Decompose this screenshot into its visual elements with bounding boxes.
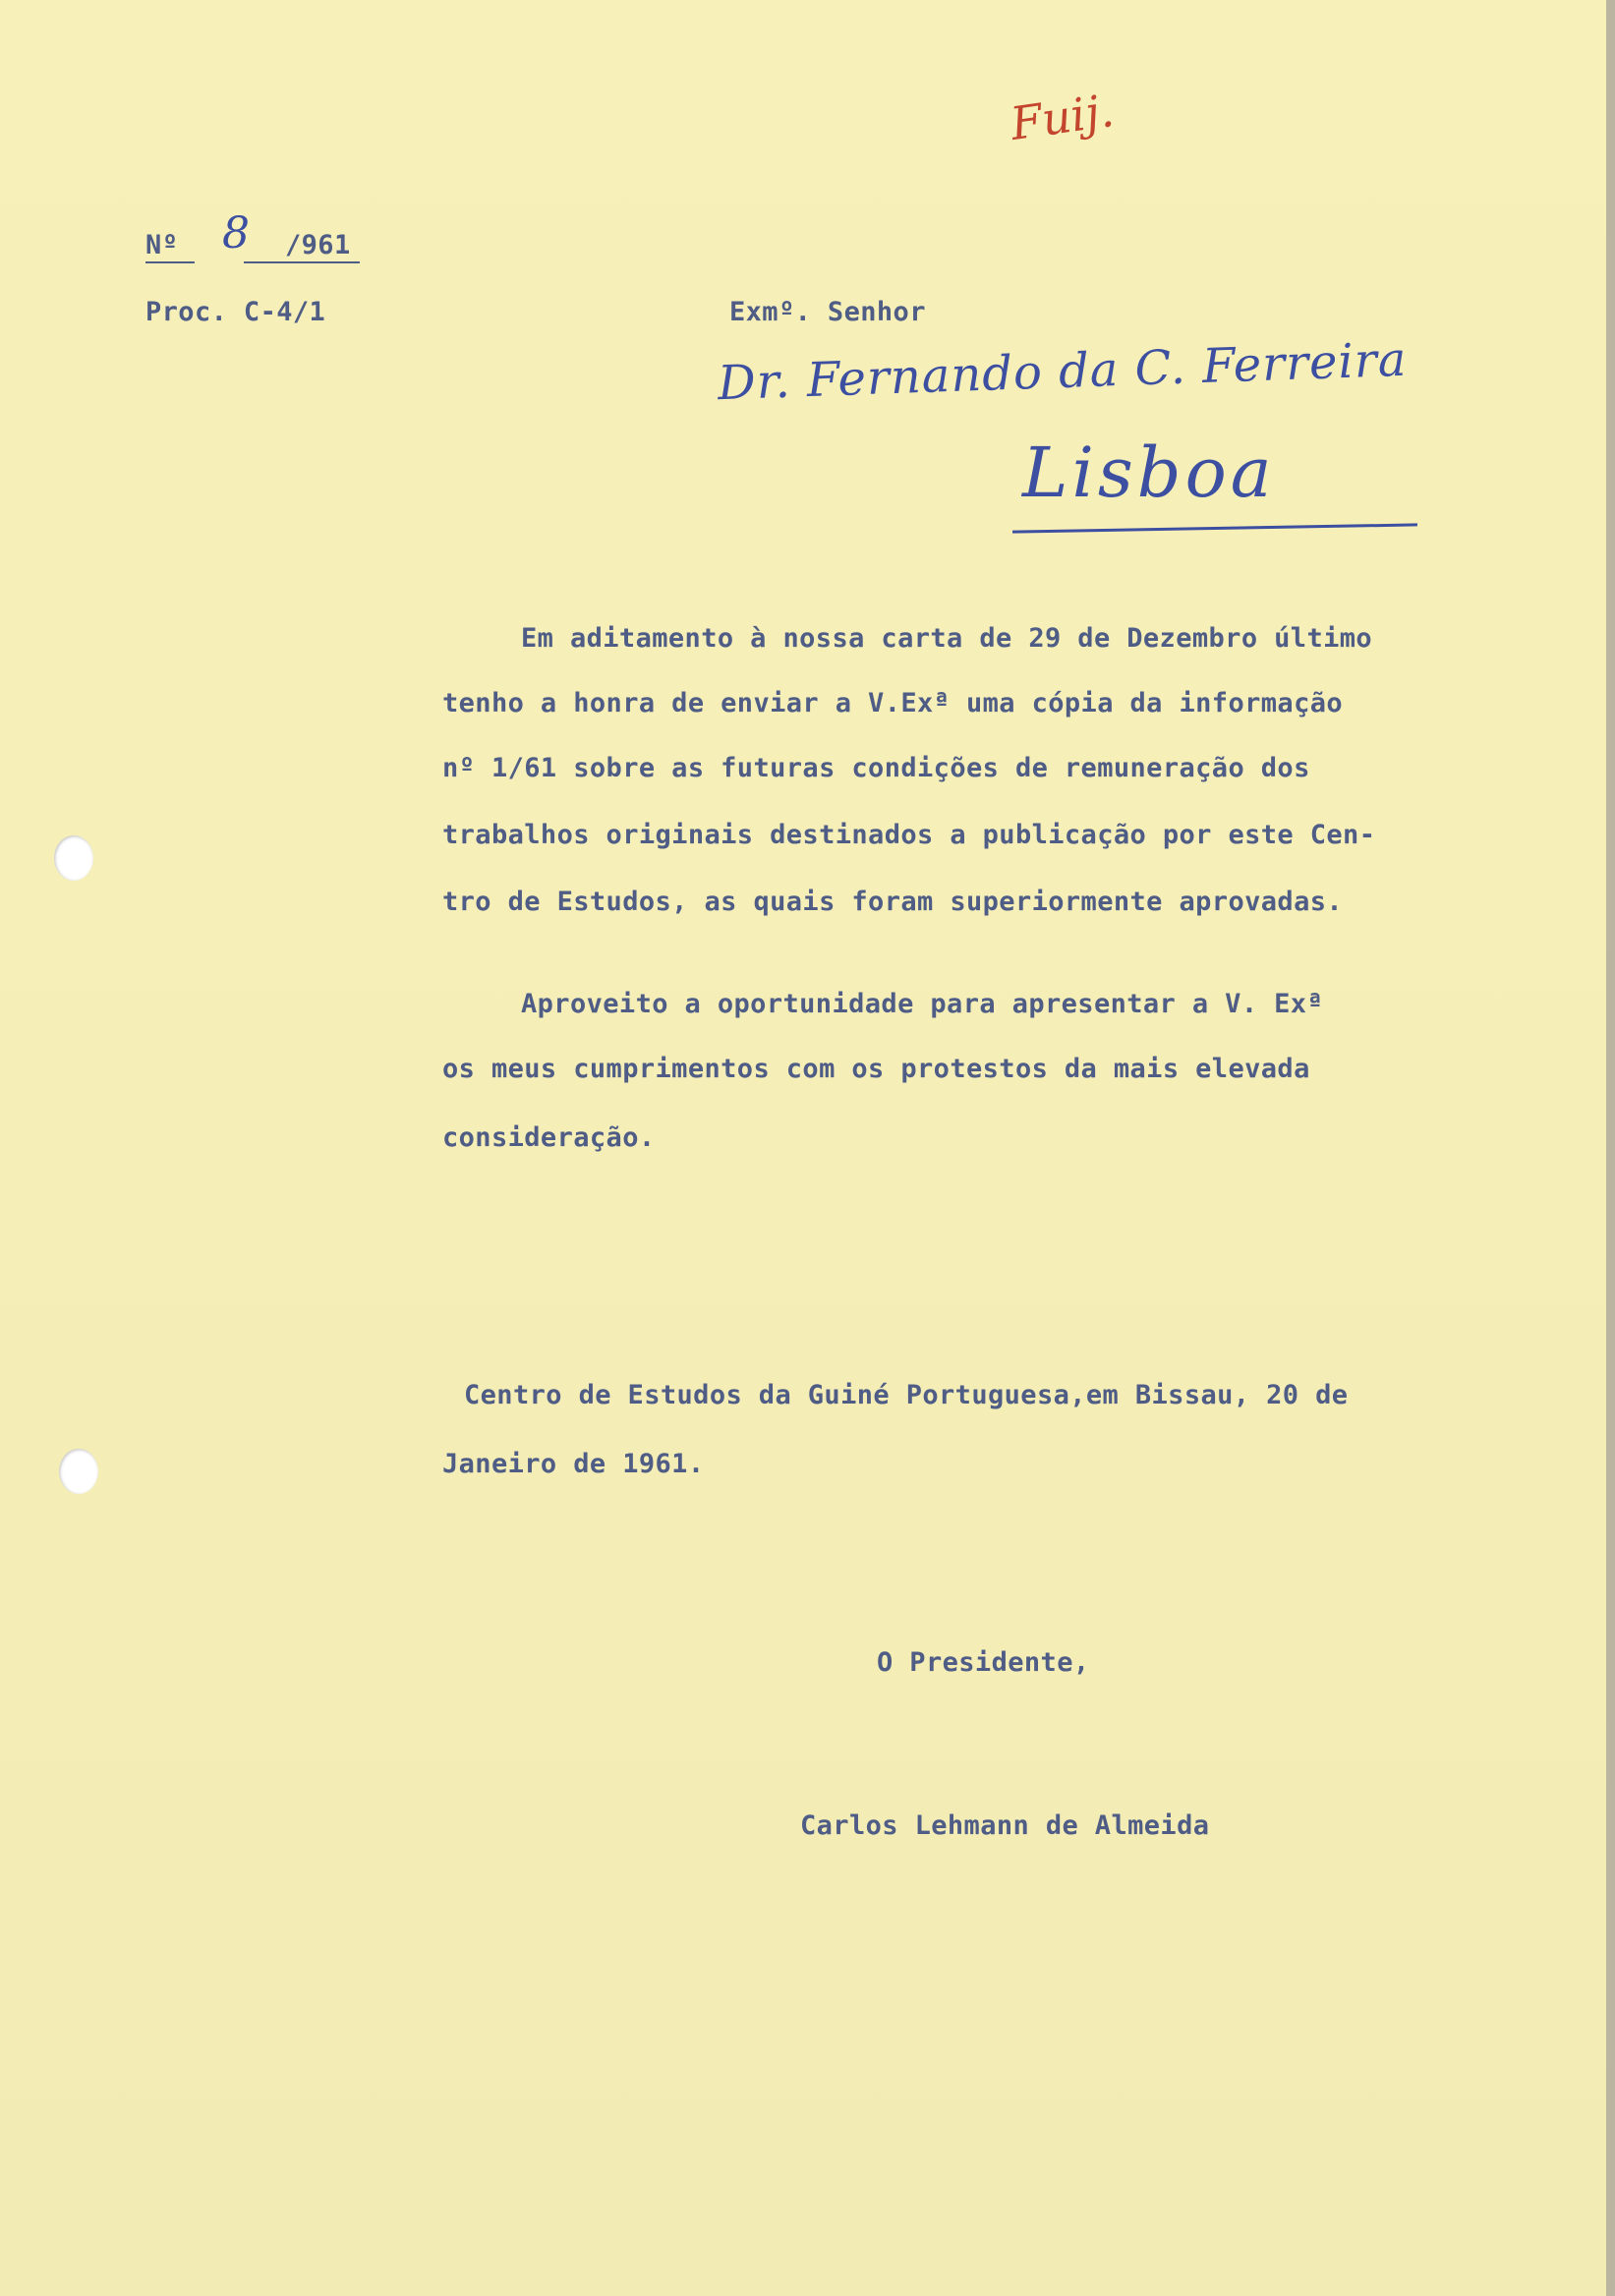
paragraph-1-line-4: trabalhos originais destinados a publicação por este Cen- [442, 820, 1376, 850]
salutation: Exmº. Senhor [729, 297, 926, 327]
place-date-line-1: Centro de Estudos da Guiné Portuguesa,em Bissau, 20 de [464, 1380, 1349, 1410]
paragraph-1-line-2: tenho a honra de enviar a V.Exª uma cópia da informação [442, 688, 1344, 718]
reference-number [145, 208, 362, 261]
paragraph-1-line-5: tro de Estudos, as quais foram superiormente aprovadas. [442, 887, 1344, 917]
paragraph-2-line-1: Aproveito a oportunidade para apresentar a V. Exª [521, 989, 1324, 1019]
handwritten-initials: Fuij. [1007, 83, 1118, 151]
paragraph-1-line-1: Em aditamento à nossa carta de 29 de Dezembro último [521, 623, 1373, 654]
punch-hole-top [54, 835, 93, 881]
recipient-name: Dr. Fernando da C. Ferreira [717, 331, 1409, 412]
paragraph-2-line-3: consideração. [442, 1122, 656, 1153]
place-date-line-2: Janeiro de 1961. [442, 1449, 705, 1479]
number-value: 8 [222, 208, 250, 258]
reference-underline-2 [244, 261, 360, 263]
signature-name: Carlos Lehmann de Almeida [800, 1810, 1210, 1841]
number-prefix: Nº [145, 230, 179, 260]
reference-underline-1 [145, 261, 195, 263]
recipient-city: Lisboa [1022, 432, 1276, 513]
punch-hole-bottom [59, 1449, 98, 1494]
paragraph-2-line-2: os meus cumprimentos com os protestos da mais elevada [442, 1054, 1310, 1084]
page-edge [1606, 0, 1615, 2296]
signature-title: O Presidente, [877, 1647, 1090, 1678]
process-number: Proc. C-4/1 [145, 297, 326, 327]
city-underline [1012, 523, 1417, 533]
paragraph-1-line-3: nº 1/61 sobre as futuras condições de remuneração dos [442, 753, 1310, 783]
number-suffix: /961 [285, 230, 351, 260]
